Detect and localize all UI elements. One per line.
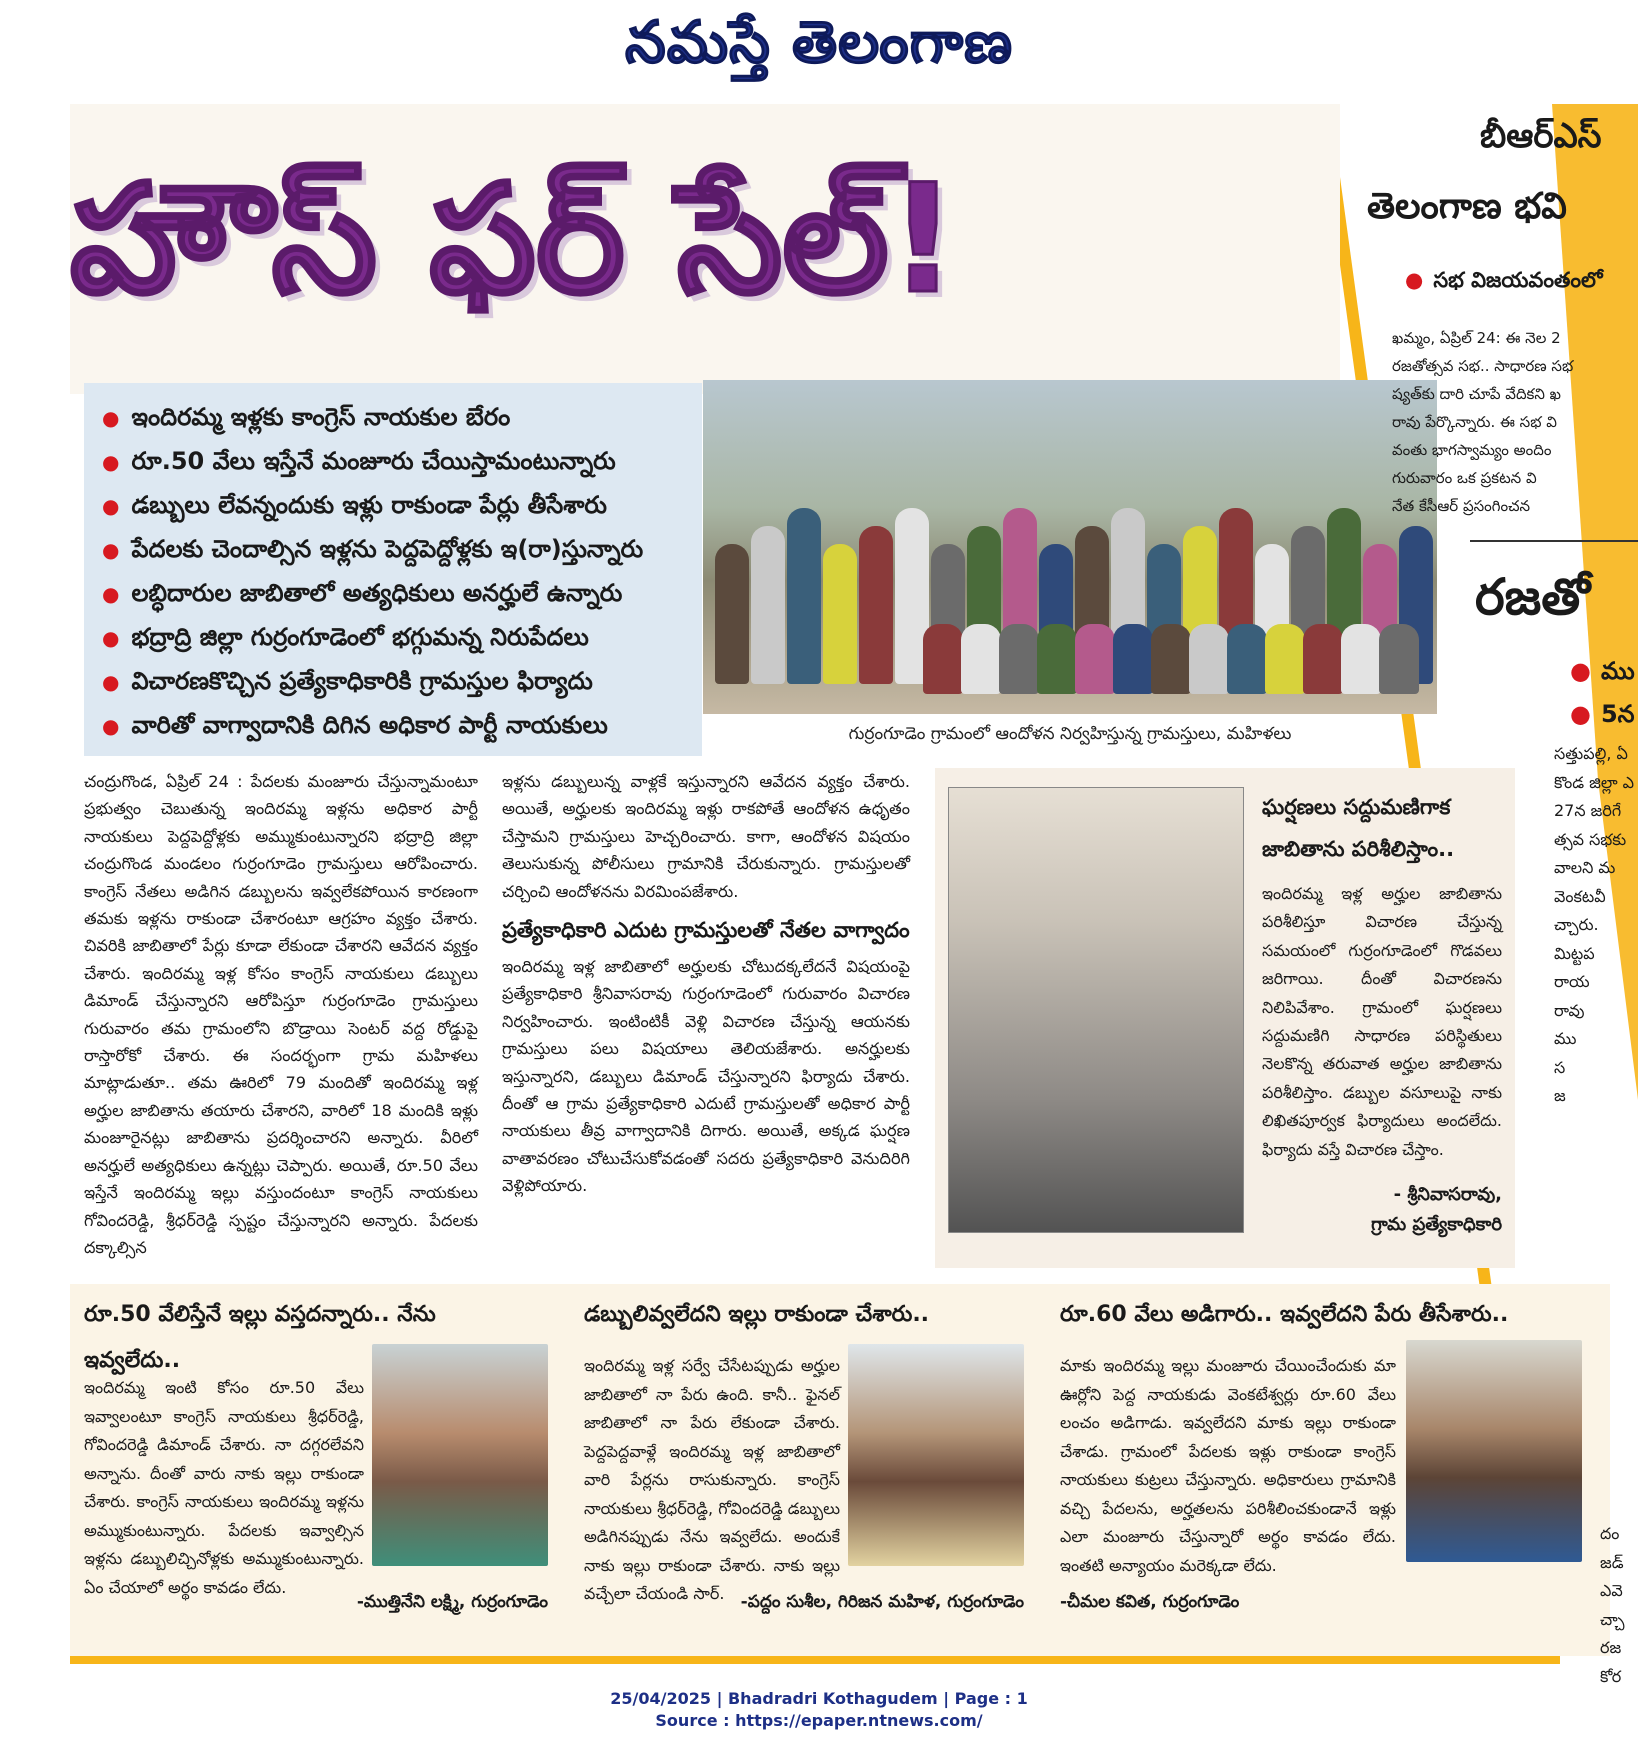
right-column-line: నేత కేసీఆర్ ప్రసంగించన [1392, 497, 1531, 515]
right-column-line: చ్చా [1600, 1609, 1625, 1629]
person-silhouette-seated [961, 624, 1001, 694]
highlight-item [102, 439, 702, 483]
right-column-line: జడ్ [1600, 1552, 1624, 1572]
testimonial-3-signature: -చీమల కవిత, గుర్రంగూడెం [1060, 1592, 1240, 1612]
official-photo [948, 787, 1244, 1233]
person-silhouette-seated [1189, 624, 1229, 694]
testimonial-1-body-top: ఇందిరమ్మ ఇంటి కోసం రూ.50 వేలు ఇవ్వాలంటూ కాంగ్రెస్ నాయకులు శ్రీధర్‌రెడ్డి, గోవిందరెడ్డి డిమాండ్ చేశారు. నా దగ్గరలేవని అన్నాను. దీంతో వారు నాకు ఇల్లు రాకుండా చేశారు. కాంగ్రెస్ నాయకులు ఇందిరమ్మ ఇళ్లను అమ్ముకుంటున్నారు. పేదలకు ఇవ్వాల్సిన ఇళ్లను డబ్బులిచ్చినోళ్లకు అమ్ముకుంటున్నారు. ఏం చేయాలో అర్థం కావడం లేదు. [84, 1378, 364, 1597]
person-silhouette-seated [1341, 624, 1381, 694]
article-column-2-text-b: ఇందిరమ్మ ఇళ్ల జాబితాలో అర్హులకు చోటుదక్కలేదనే విషయంపై ప్రత్యేకాధికారి శ్రీనివాసరావు గుర్రంగూడెంలో గురువారం విచారణ నిర్వహించారు. ఇంటింటికీ వెళ్లి విచారణ చేస్తున్న ఆయనకు గ్రామస్తులు పలు విషయాలు తెలియజేశారు. అనర్హులకు ఇస్తున్నారని, డబ్బులు డిమాండ్ చేస్తున్నారని ఫిర్యాదు చేశారు. దీంతో ఆ గ్రామ ప్రత్యేకాధికారి ఎదుటే గ్రామస్తులతో అధికార పార్టీ నాయకులు తీవ్ర వాగ్వాదానికి దిగారు. అయితే, అక్కడ ఘర్షణ వాతావరణం చోటుచేసుకోవడంతో సదరు ప్రత్యేకాధికారి వెనుదిరిగి వెళ్లిపోయారు. [502, 957, 910, 1196]
testimonial-3-heading: రూ.60 వేలు అడిగారు.. ఇవ్వలేదని పేరు తీసేశారు.. [1060, 1302, 1509, 1327]
highlight-item [102, 483, 702, 527]
bullet-dot-icon: ● [102, 494, 120, 518]
masthead-logo: నమస్తే తెలంగాణ [625, 8, 1013, 76]
person-silhouette-seated [1227, 624, 1267, 694]
official-signature [1262, 1180, 1502, 1240]
right-column-line: వాలని మ [1554, 858, 1616, 877]
right-column-line: 27న జరిగే [1554, 801, 1622, 820]
highlight-item [102, 395, 702, 439]
testimonial-3-photo [1406, 1340, 1582, 1562]
person-silhouette [751, 526, 785, 684]
testimonial-2-heading: డబ్బులివ్వలేదని ఇల్లు రాకుండా చేశారు.. [584, 1302, 930, 1327]
right-column-line: జ [1554, 1086, 1566, 1105]
highlights-box [84, 383, 702, 756]
person-silhouette-seated [1265, 624, 1305, 694]
photo-crowd [703, 504, 1437, 684]
person-silhouette [715, 544, 749, 684]
right-column-line: వంతు భాగస్వామ్యం అందిం [1392, 441, 1552, 459]
person-silhouette-seated [1037, 624, 1077, 694]
official-name: - శ్రీనివాసరావు, [1393, 1184, 1502, 1205]
right-column-heading-3: రజతో [1475, 568, 1590, 626]
right-column-divider [1470, 540, 1638, 542]
testimonial-2-signature: -పద్దం సుశీల, గిరిజన మహిళ, గుర్రంగూడెం [740, 1592, 1024, 1612]
highlight-text: విచారణకొచ్చిన ప్రత్యేకాధికారికి గ్రామస్తుల ఫిర్యాదు [131, 667, 593, 695]
right-column-bullets-2 [1570, 650, 1635, 736]
right-column-body-2 [1554, 740, 1638, 1111]
right-column-line: రావు పేర్కొన్నారు. ఈ సభ వి [1392, 413, 1557, 431]
person-silhouette-seated [923, 624, 963, 694]
right-column-bullet-text: ము [1600, 657, 1635, 685]
highlight-text: వారితో వాగ్వాదానికి దిగిన అధికార పార్టీ నాయకులు [131, 711, 608, 739]
right-column-line: రాయ [1554, 972, 1590, 991]
footer-source: Source : https://epaper.ntnews.com/ [655, 1711, 983, 1730]
bullet-dot-icon: ● [1570, 657, 1591, 685]
bullet-dot-icon: ● [1570, 700, 1591, 728]
highlight-text: పేదలకు చెందాల్సిన ఇళ్లను పెద్దపెద్దోళ్లకు ఇ(రా)స్తున్నారు [131, 535, 644, 563]
testimonial-1-signature: -ముత్తినేని లక్ష్మి, గుర్రంగూడెం [356, 1592, 548, 1612]
right-column-line: గురువారం ఒక ప్రకటన వి [1392, 469, 1537, 487]
highlight-text: లబ్ధిదారుల జాబితాలో అత్యధికులు అనర్హులే ఉన్నారు [131, 579, 623, 607]
highlight-text: రూ.50 వేలు ఇస్తేనే మంజూరు చేయిస్తామంటున్నారు [131, 447, 616, 475]
right-column-line: ష్యత్‌కు దారి చూపే వేదికని ఖ [1392, 385, 1561, 403]
official-statement-body: ఇందిరమ్మ ఇళ్ల అర్హుల జాబితాను పరిశీలిస్తూ విచారణ చేస్తున్న సమయంలో గుర్రంగూడెంలో గొడవలు జరిగాయి. దీంతో విచారణను నిలిపివేశాం. గ్రామంలో ఘర్షణలు సద్దుమణిగి సాధారణ పరిస్థితులు నెలకొన్న తరువాత అర్హుల జాబితాను పరిశీలిస్తాం. డబ్బుల వసూలుపై నాకు లిఖితపూర్వక ఫిర్యాదులు అందలేదు. ఫిర్యాదు వస్తే విచారణ చేస్తాం. [1262, 884, 1502, 1159]
right-column-line: స [1554, 1057, 1566, 1077]
highlight-text: డబ్బులు లేవన్నందుకు ఇళ్లు రాకుండా పేర్లు తీసేశారు [131, 491, 607, 519]
testimonial-2-body: ఇందిరమ్మ ఇళ్ల సర్వే చేసేటప్పుడు అర్హుల జాబితాలో నా పేరు ఉంది. కానీ.. ఫైనల్ జాబితాలో నా పేరు లేకుండా చేశారు. పెద్దపెద్దవాళ్లే ఇందిరమ్మ ఇళ్ల జాబితాలో వారి పేర్లను రాసుకున్నారు. కాంగ్రెస్ నాయకులు శ్రీధర్‌రెడ్డి, గోవిందరెడ్డి డబ్బులు అడిగినప్పుడు నేను ఇవ్వలేదు. అందుకే నాకు ఇల్లు రాకుండా చేశారు. నాకు ఇల్లు వచ్చేలా చేయండి సార్. [584, 1356, 840, 1603]
right-column-line: కొండ జిల్లా ఎ [1554, 772, 1635, 792]
article-column-2-text-a: ఇళ్లను డబ్బులున్న వాళ్లకే ఇస్తున్నారని ఆవేదన వ్యక్తం చేశారు. అయితే, అర్హులకు ఇందిరమ్మ ఇళ్లు రాకపోతే ఆందోళన ఉధృతం చేస్తామని గ్రామస్తులు హెచ్చరించారు. కాగా, ఆందోళన విషయం తెలుసుకున్న పోలీసులు గ్రామానికి చేరుకున్నారు. గ్రామస్తులతో చర్చించి ఆందోళనను విరమింపజేశారు. [502, 772, 910, 901]
right-column-line: రావు [1554, 1000, 1585, 1020]
right-column-heading-2: తెలంగాణ భవి [1367, 186, 1567, 227]
highlight-item [102, 659, 702, 703]
right-column-line: ఎవె [1600, 1581, 1623, 1600]
testimonial-1-heading: రూ.50 వేలిస్తేనే ఇల్లు వస్తదన్నారు.. నేను ఇవ్వలేదు.. [84, 1302, 436, 1373]
article-column-1: చంద్రుగొండ, ఏప్రిల్ 24 : పేదలకు మంజూరు చేస్తున్నామంటూ ప్రభుత్వం చెబుతున్న ఇందిరమ్మ ఇళ్లను అధికార పార్టీ నాయకులు పెద్దపెద్దోళ్లకు అమ్ముకుంటున్నారని భద్రాద్రి జిల్లా చంద్రుగొండ మండలం గుర్రంగూడెం గ్రామస్తులు ఆరోపించారు. కాంగ్రెస్ నేతలు అడిగిన డబ్బులను ఇవ్వలేకపోయిన కారణంగా తమకు ఇళ్లను రాకుండా చేశారంటూ ఆగ్రహం వ్యక్తం చేశారు. చివరికి జాబితాలో పేర్లు కూడా లేకుండా చేశారని ఆవేదన వ్యక్తం చేశారు. ఇందిరమ్మ ఇళ్ల కోసం కాంగ్రెస్ నాయకులు డబ్బులు డిమాండ్ చేస్తున్నారని ఆరోపిస్తూ గుర్రంగూడెం గ్రామస్తులు గురువారం తమ గ్రామంలోని బొడ్రాయి సెంటర్ వద్ద రోడ్డుపై రాస్తారోకో చేశారు. ఈ సందర్భంగా గ్రామ మహిళలు మాట్లాడుతూ.. తమ ఊరిలో 79 మందితో ఇందిరమ్మ ఇళ్ల అర్హుల జాబితాను తయారు చేశారని, వారిలో 18 మందికి ఇళ్లు మంజూరైనట్లు జాబితాను ప్రదర్శించారని అన్నారు. వీరిలో అనర్హులే అత్యధికులు ఉన్నట్లు చెప్పారు. అయితే, రూ.50 వేలు ఇస్తేనే ఇందిరమ్మ ఇల్లు వస్తుందంటూ కాంగ్రెస్ నాయకులు గోవిందరెడ్డి, శ్రీధర్‌రెడ్డి స్పష్టం చేస్తున్నారని అన్నారు. పేదలకు దక్కాల్సిన [84, 772, 478, 1257]
right-column-line: ఖమ్మం, ఏప్రిల్ 24: ఈ నెల 2 [1392, 329, 1561, 347]
testimonial-1-photo [372, 1344, 548, 1566]
footer-date-edition: 25/04/2025 | Bhadradri Kothagudem | Page : 1 [610, 1689, 1028, 1708]
main-headline: హౌస్ ఫర్ సేల్! [70, 153, 958, 327]
right-column-line: రజతోత్సవ సభ.. సాధారణ సభ [1392, 357, 1574, 375]
right-column-bullet-text: 5న [1600, 700, 1635, 728]
person-silhouette-seated [1075, 624, 1115, 694]
right-column-body-3 [1600, 1520, 1638, 1691]
bullet-dot-icon: ● [102, 626, 120, 650]
photo-caption: గుర్రంగూడెం గ్రామంలో ఆందోళన నిర్వహిస్తున్న గ్రామస్తులు, మహిళలు [848, 724, 1292, 744]
highlight-item [102, 703, 702, 747]
bullet-dot-icon: ● [102, 450, 120, 474]
bullet-dot-icon: ● [102, 582, 120, 606]
right-column-line: దం [1600, 1524, 1620, 1543]
article-column-2 [502, 768, 910, 1200]
right-column-bullet [1570, 650, 1635, 693]
testimonial-2-photo [848, 1344, 1024, 1566]
bullet-dot-icon: ● [102, 714, 120, 738]
person-silhouette-seated [1151, 624, 1191, 694]
right-column-line: త్సవ సభకు [1554, 829, 1627, 849]
highlight-text: భద్రాద్రి జిల్లా గుర్రంగూడెంలో భగ్గుమన్న నిరుపేదలు [131, 623, 589, 651]
right-column-heading-1: బీఆర్ఎస్ [1480, 116, 1602, 156]
highlight-item [102, 571, 702, 615]
official-statement-heading: ఘర్షణలు సద్దుమణిగాక జాబితాను పరిశీలిస్తాం.. [1262, 795, 1455, 861]
person-silhouette [859, 526, 893, 684]
right-column-line: మిట్టప [1554, 943, 1595, 963]
highlight-item [102, 615, 702, 659]
person-silhouette-seated [999, 624, 1039, 694]
right-column-body-1 [1392, 324, 1638, 520]
testimonial-3-body: మాకు ఇందిరమ్మ ఇల్లు మంజూరు చేయించేందుకు మా ఊర్లోని పెద్ద నాయకుడు వెంకటేశ్వర్లు రూ.60 వేలు లంచం అడిగాడు. ఇవ్వలేదని మాకు ఇల్లు రాకుండా చేశాడు. గ్రామంలో పేదలకు ఇళ్లు రాకుండా కాంగ్రెస్ నాయకులు కుట్రలు చేస్తున్నారు. అధికారులు గ్రామానికి వచ్చి పేదలను, అర్హతలను పరిశీలించకుండానే ఇళ్లు ఎలా మంజూరు చేస్తున్నారో అర్థం కావడం లేదు. ఇంతటి అన్యాయం మరెక్కడా లేదు. [1060, 1356, 1396, 1575]
protest-photo [703, 380, 1437, 714]
highlight-item [102, 527, 702, 571]
highlights-list [84, 383, 702, 747]
right-column-line: వెంకటవీ [1554, 886, 1606, 906]
person-silhouette-seated [1113, 624, 1153, 694]
right-column-line: రజ [1600, 1638, 1622, 1657]
right-column-line: సత్తుపల్లి, ఏ [1554, 744, 1628, 763]
article-subheading: ప్రత్యేకాధికారి ఎదుట గ్రామస్తులతో నేతల వాగ్వాదం [502, 918, 910, 943]
person-silhouette-seated [1379, 624, 1419, 694]
bullet-dot-icon: ● [102, 538, 120, 562]
person-silhouette [823, 544, 857, 684]
right-column-line: కోర [1600, 1666, 1622, 1686]
person-silhouette-seated [1303, 624, 1343, 694]
bullet-dot-icon: ● [102, 670, 120, 694]
right-column-bullet [1570, 693, 1635, 736]
right-column-line: ము [1554, 1029, 1577, 1048]
right-column-bullet-1: ● సభ విజయవంతంలో [1405, 268, 1603, 292]
bullet-dot-icon: ● [102, 406, 120, 430]
official-title: గ్రామ ప్రత్యేకాధికారి [1371, 1214, 1502, 1235]
highlight-text: ఇందిరమ్మ ఇళ్లకు కాంగ్రెస్ నాయకుల బేరం [131, 403, 511, 431]
person-silhouette [787, 508, 821, 684]
page-footer [0, 1688, 1638, 1732]
right-column-line: చ్చారు. [1554, 915, 1599, 934]
